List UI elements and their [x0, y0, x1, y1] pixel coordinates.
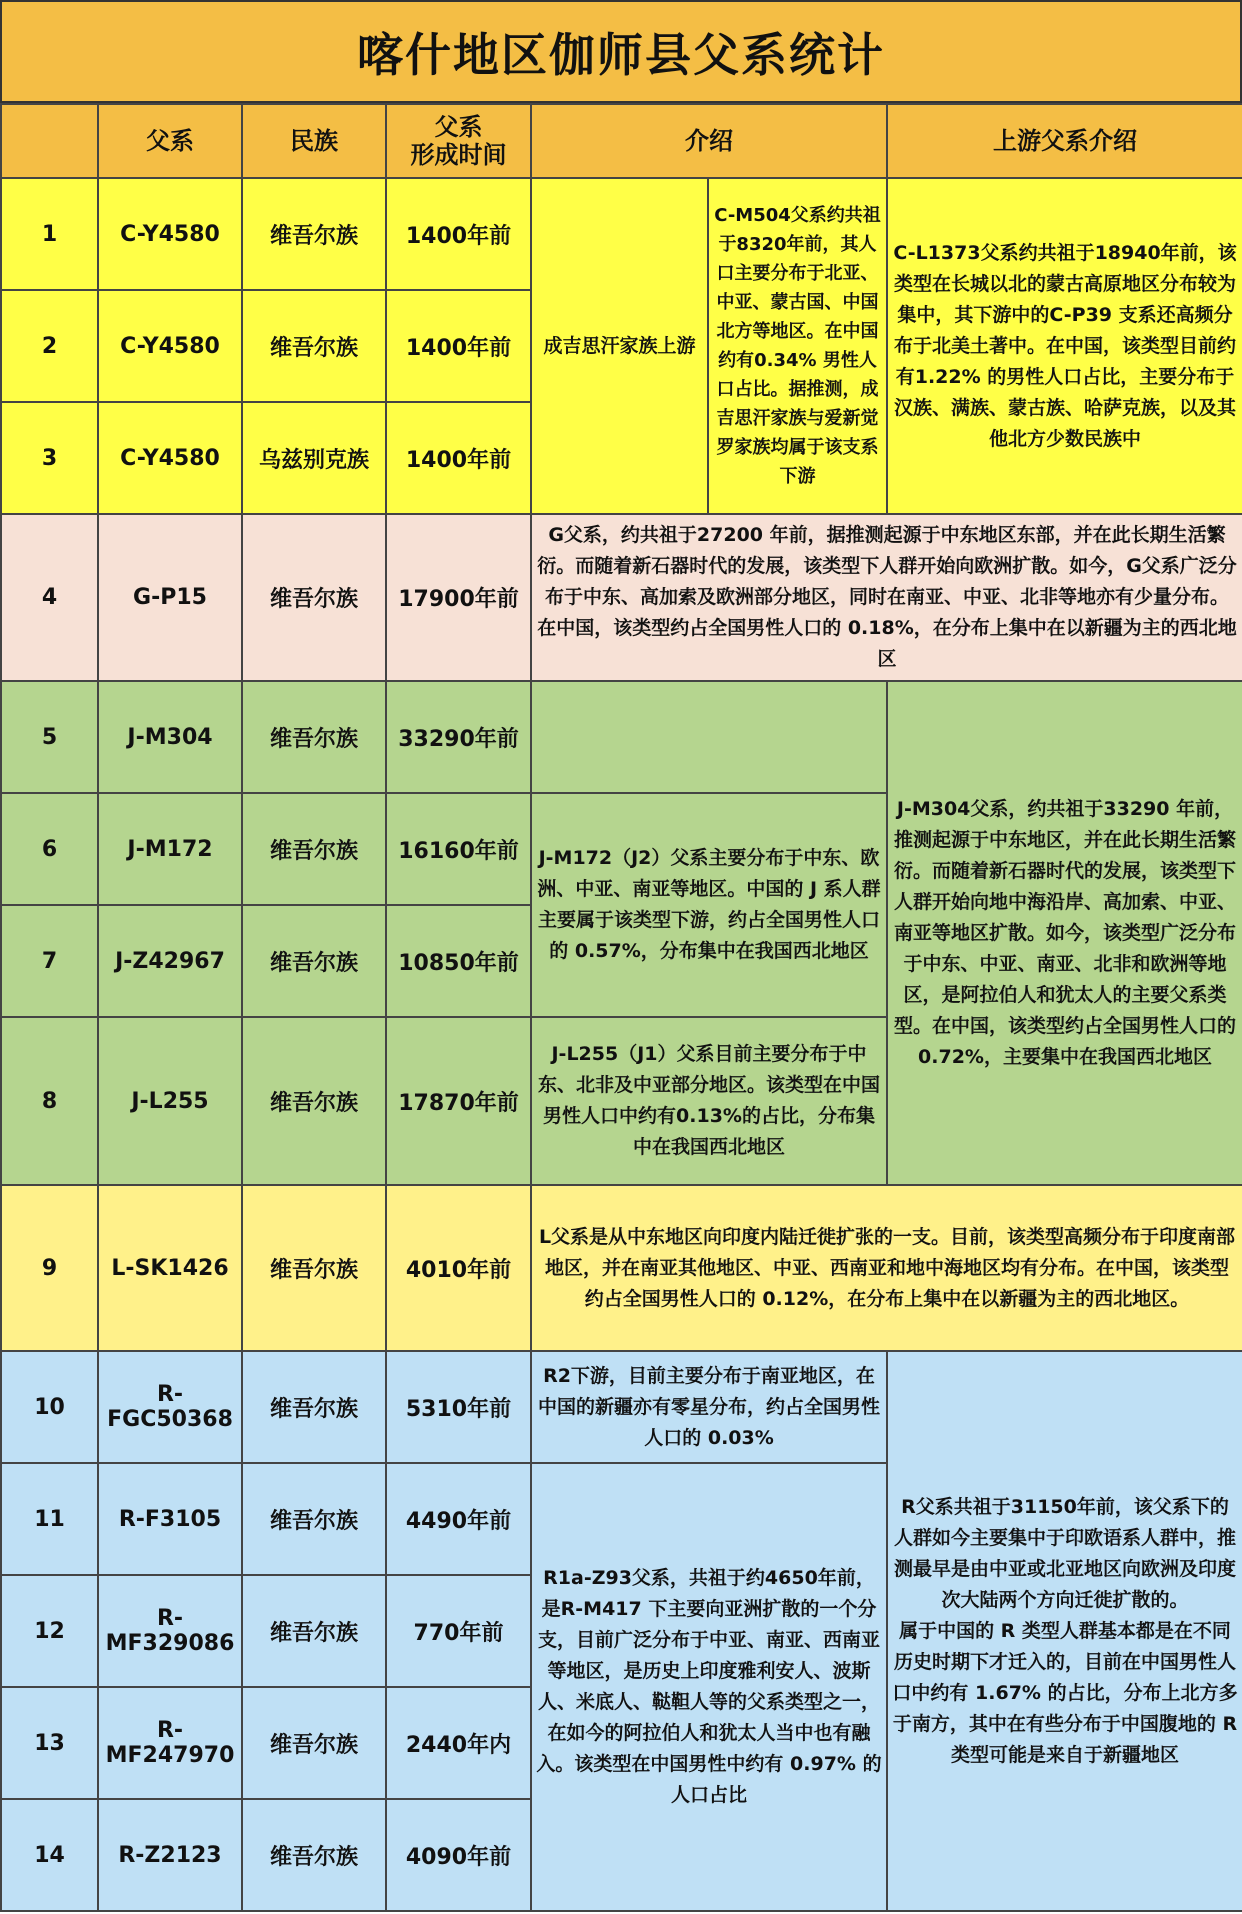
row-ethnicity: 维吾尔族 [242, 1687, 386, 1799]
header-haplogroup: 父系 [98, 104, 242, 178]
row-time: 33290年前 [386, 681, 531, 793]
row-haplogroup: L-SK1426 [98, 1185, 242, 1351]
intro-c-m504: C-M504父系约共祖于8320年前，其人口主要分布于北亚、中亚、蒙古国、中国北方等地区。在中国约有0.34% 男性人口占比。据推测，成吉思汗家族与爱新觉罗家族均属于该支系下游 [708, 178, 887, 514]
header-intro: 介绍 [531, 104, 887, 178]
row-num: 12 [1, 1575, 98, 1687]
row-ethnicity: 维吾尔族 [242, 1799, 386, 1911]
intro-l: L父系是从中东地区向印度内陆迁徙扩张的一支。目前，该类型高频分布于印度南部地区，并在南亚其他地区、中亚、西南亚和地中海地区均有分布。在中国，该类型约占全国男性人口的 0.12%，在分布上集中在以新疆为主的西北地区。 [531, 1185, 1242, 1351]
row-haplogroup: J-L255 [98, 1017, 242, 1185]
row-num: 14 [1, 1799, 98, 1911]
row-num: 4 [1, 514, 98, 681]
row-num: 1 [1, 178, 98, 290]
row-time: 5310年前 [386, 1351, 531, 1463]
row-time: 1400年前 [386, 290, 531, 402]
row-haplogroup: C-Y4580 [98, 290, 242, 402]
row-num: 7 [1, 905, 98, 1017]
table-row [1, 1185, 1242, 1351]
haplogroup-table [0, 103, 1242, 1912]
intro-r2: R2下游，目前主要分布于南亚地区，在中国的新疆亦有零星分布，约占全国男性人口的 0.03% [531, 1351, 887, 1463]
row-ethnicity: 维吾尔族 [242, 1017, 386, 1185]
row-ethnicity: 维吾尔族 [242, 1463, 386, 1575]
table-row [1, 178, 1242, 290]
row-haplogroup: R-MF329086 [98, 1575, 242, 1687]
row-ethnicity: 维吾尔族 [242, 290, 386, 402]
header-num [1, 104, 98, 178]
row-time: 4490年前 [386, 1463, 531, 1575]
row-num: 11 [1, 1463, 98, 1575]
upstream-r-p2: 属于中国的 R 类型人群基本都是在不同历史时期下才迁入的，目前在中国男性人口中约有 1.67% 的占比，分布上北方多于南方，其中在有些分布于中国腹地的 R 类型可能是来自于新疆地区 [892, 1619, 1238, 1766]
header-ethnicity: 民族 [242, 104, 386, 178]
row-time: 10850年前 [386, 905, 531, 1017]
row-haplogroup: R-F3105 [98, 1463, 242, 1575]
row-ethnicity: 维吾尔族 [242, 1575, 386, 1687]
row-haplogroup: R-MF247970 [98, 1687, 242, 1799]
row-ethnicity: 乌兹别克族 [242, 402, 386, 514]
row-num: 6 [1, 793, 98, 905]
row-ethnicity: 维吾尔族 [242, 514, 386, 681]
row-time: 2440年内 [386, 1687, 531, 1799]
intro-j-l255: J-L255（J1）父系目前主要分布于中东、北非及中亚部分地区。该类型在中国男性人口中约有0.13%的占比，分布集中在我国西北地区 [531, 1017, 887, 1185]
table-row [1, 514, 1242, 681]
row-ethnicity: 维吾尔族 [242, 1185, 386, 1351]
row-haplogroup: G-P15 [98, 514, 242, 681]
table-header [1, 104, 1242, 178]
header-time-line2: 形成时间 [410, 141, 507, 169]
row-haplogroup: R-FGC50368 [98, 1351, 242, 1463]
row-num: 9 [1, 1185, 98, 1351]
row-ethnicity: 维吾尔族 [242, 793, 386, 905]
intro-j-m304 [531, 681, 887, 793]
upstream-r-p1: R父系共祖于31150年前，该父系下的人群如今主要集中于印欧语系人群中，推测最早是由中亚或北亚地区向欧洲及印度次大陆两个方向迁徙扩散的。 [893, 1495, 1236, 1611]
row-time: 17870年前 [386, 1017, 531, 1185]
row-time: 4010年前 [386, 1185, 531, 1351]
row-time: 16160年前 [386, 793, 531, 905]
row-num: 5 [1, 681, 98, 793]
table-row [1, 681, 1242, 793]
row-num: 8 [1, 1017, 98, 1185]
row-haplogroup: J-Z42967 [98, 905, 242, 1017]
intro-j-m172: J-M172（J2）父系主要分布于中东、欧洲、中亚、南亚等地区。中国的 J 系人群主要属于该类型下游，约占全国男性人口的 0.57%，分布集中在我国西北地区 [531, 793, 887, 1017]
row-ethnicity: 维吾尔族 [242, 178, 386, 290]
intro-r1a: R1a-Z93父系，共祖于约4650年前，是R-M417 下主要向亚洲扩散的一个分支，目前广泛分布于中亚、南亚、西南亚等地区，是历史上印度雅利安人、波斯人、米底人、鞑靼人等的父系类型之一，在如今的阿拉伯人和犹太人当中也有融入。该类型在中国男性中约有 0.97% 的人口占比 [531, 1463, 887, 1911]
upstream-c-l1373: C-L1373父系约共祖于18940年前，该类型在长城以北的蒙古高原地区分布较为集中，其下游中的C-P39 支系还高频分布于北美土著中。在中国，该类型目前约有1.22% 的男性人口占比，主要分布于汉族、满族、蒙古族、哈萨克族，以及其他北方少数民族中 [887, 178, 1242, 514]
row-num: 10 [1, 1351, 98, 1463]
header-formation-time [386, 104, 531, 178]
row-ethnicity: 维吾尔族 [242, 1351, 386, 1463]
intro-c: 成吉思汗家族上游 [531, 178, 708, 514]
table-row [1, 1351, 1242, 1463]
intro-g: G父系，约共祖于27200 年前，据推测起源于中东地区东部，并在此长期生活繁衍。而随着新石器时代的发展，该类型下人群开始向欧洲扩散。如今，G父系广泛分布于中东、高加索及欧洲部分地区，同时在南亚、中亚、北非等地亦有少量分布。在中国，该类型约占全国男性人口的 0.18%，在分布上集中在以新疆为主的西北地区 [531, 514, 1242, 681]
row-time: 1400年前 [386, 178, 531, 290]
row-num: 3 [1, 402, 98, 514]
row-haplogroup: R-Z2123 [98, 1799, 242, 1911]
row-num: 13 [1, 1687, 98, 1799]
row-haplogroup: J-M172 [98, 793, 242, 905]
page-title: 喀什地区伽师县父系统计 [0, 0, 1242, 103]
row-time: 770年前 [386, 1575, 531, 1687]
row-ethnicity: 维吾尔族 [242, 681, 386, 793]
row-haplogroup: J-M304 [98, 681, 242, 793]
header-upstream: 上游父系介绍 [887, 104, 1242, 178]
row-num: 2 [1, 290, 98, 402]
row-ethnicity: 维吾尔族 [242, 905, 386, 1017]
upstream-r [887, 1351, 1242, 1911]
row-time: 17900年前 [386, 514, 531, 681]
header-time-line1: 父系 [434, 113, 483, 141]
row-time: 1400年前 [386, 402, 531, 514]
row-haplogroup: C-Y4580 [98, 402, 242, 514]
upstream-j-m304: J-M304父系，约共祖于33290 年前，推测起源于中东地区，并在此长期生活繁衍。而随着新石器时代的发展，该类型下人群开始向地中海沿岸、高加索、中亚、南亚等地区扩散。如今，该类型广泛分布于中东、中亚、南亚、北非和欧洲等地区，是阿拉伯人和犹太人的主要父系类型。在中国，该类型约占全国男性人口的 0.72%，主要集中在我国西北地区 [887, 681, 1242, 1185]
row-time: 4090年前 [386, 1799, 531, 1911]
row-haplogroup: C-Y4580 [98, 178, 242, 290]
